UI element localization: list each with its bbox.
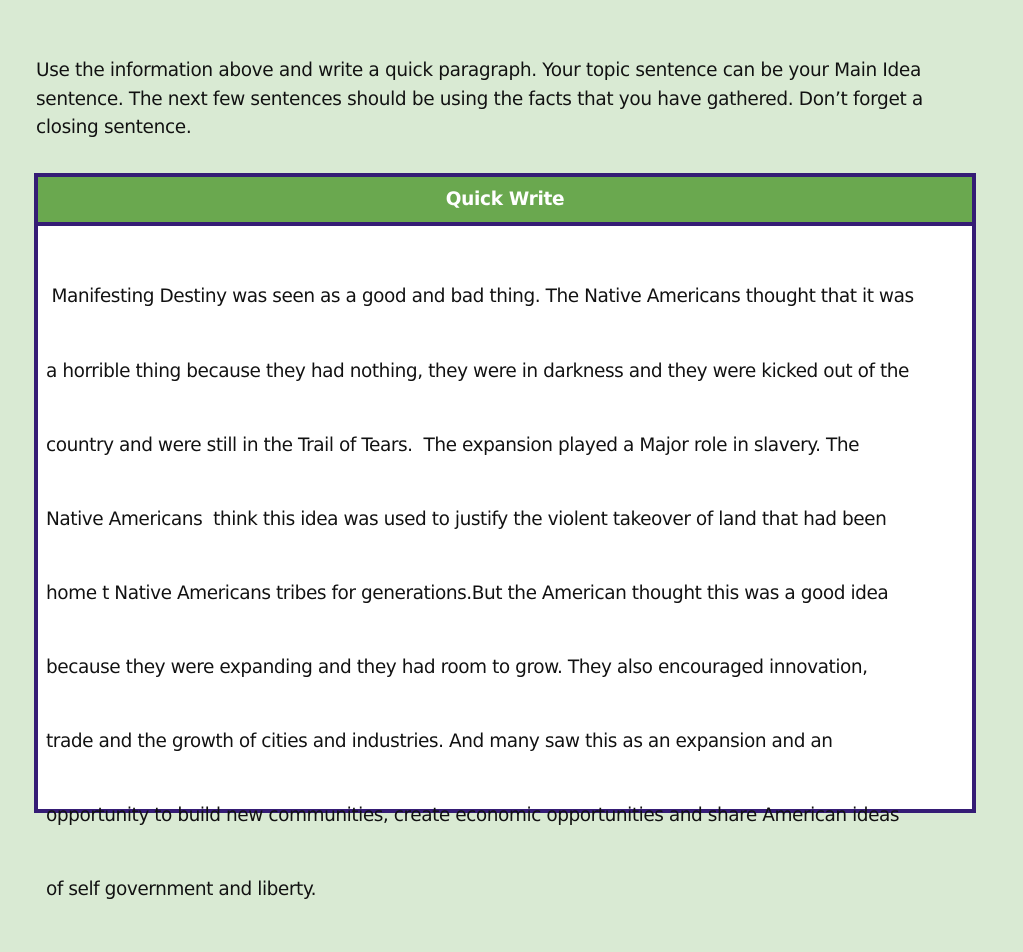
instructions-line: sentence. The next few sentences should be using the facts that you have gathered. Don’t forget a — [36, 88, 923, 110]
response-line: country and were still in the Trail of Tears. The expansion played a Major role in slavery. The — [46, 434, 860, 456]
response-line: Manifesting Destiny was seen as a good and bad thing. The Native Americans thought that it was — [46, 286, 914, 308]
response-line: of self government and liberty. — [46, 879, 317, 901]
response-line: Native Americans think this idea was used to justify the violent takeover of land that had been — [46, 508, 887, 530]
quick-write-header — [38, 177, 972, 226]
quick-write-title: Quick Write — [445, 189, 565, 210]
quick-write-response-area[interactable] — [38, 226, 972, 952]
response-line: because they were expanding and they had room to grow. They also encouraged innovation, — [46, 656, 868, 678]
instructions-line: closing sentence. — [36, 117, 192, 138]
response-line: a horrible thing because they had nothing, they were in darkness and they were kicked out of the — [46, 360, 909, 382]
instructions-paragraph — [36, 57, 976, 143]
quick-write-response-text[interactable] — [46, 236, 964, 952]
quick-write-table — [34, 173, 976, 901]
instructions-line: Use the information above and write a quick paragraph. Your topic sentence can be your Main Idea — [36, 60, 921, 81]
response-line: opportunity to build new communities, create economic opportunities and share American ideas — [46, 805, 900, 827]
response-line: home t Native Americans tribes for generations.But the American thought this was a good idea — [46, 582, 889, 604]
response-line: trade and the growth of cities and industries. And many saw this as an expansion and an — [46, 731, 833, 753]
